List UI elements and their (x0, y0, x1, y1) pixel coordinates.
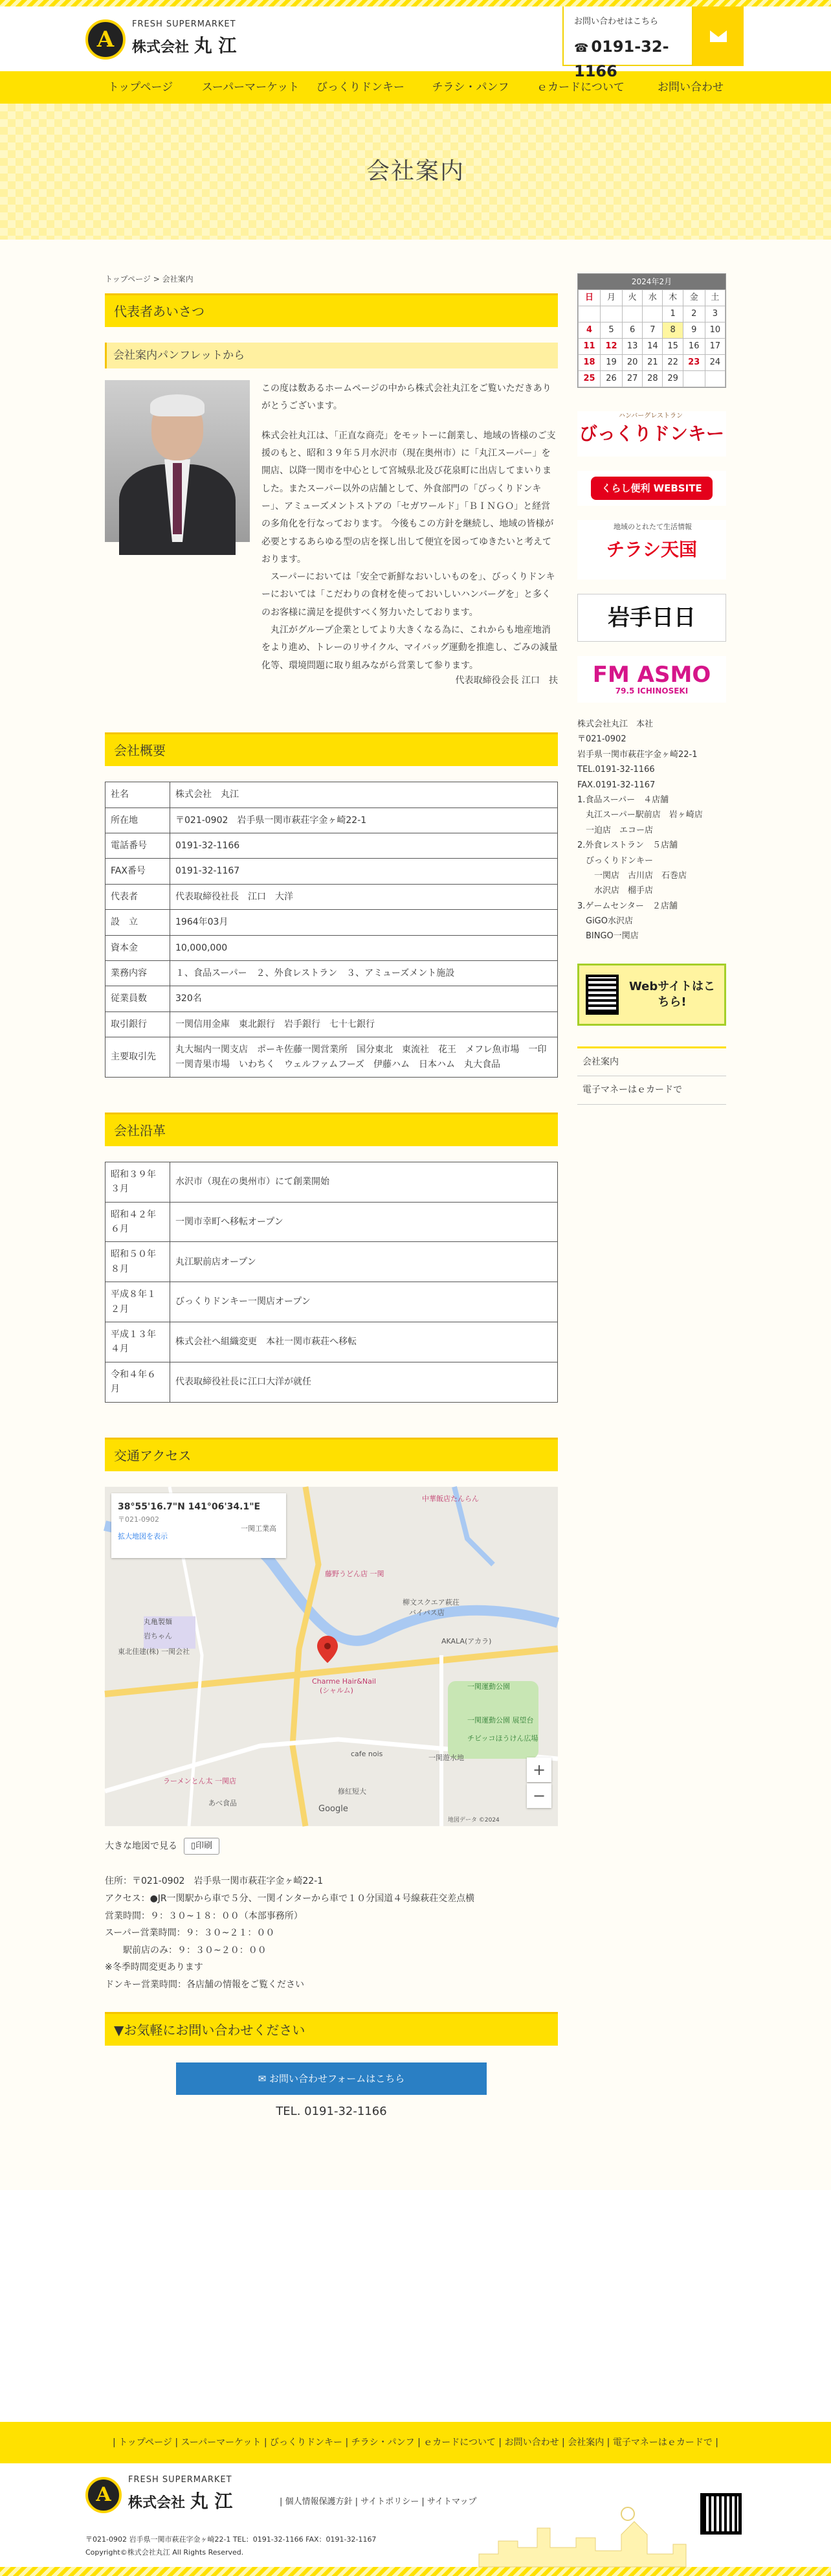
sidebar-link-company[interactable]: 会社案内 (577, 1048, 726, 1076)
table-row: 設 立 1964年03月 (105, 910, 558, 935)
map-label: cafe nois (351, 1749, 383, 1758)
table-row: 令和４年６月 代表取締役社長に江口大洋が就任 (105, 1362, 558, 1402)
table-row: FAX番号 0191-32-1167 (105, 859, 558, 884)
global-nav (0, 71, 831, 104)
table-row: 資本金 10,000,000 (105, 935, 558, 960)
map-label: 東北佳建(株) 一関会社 (118, 1647, 190, 1656)
map-label: 柳文スクエア萩荘 (403, 1598, 460, 1607)
calendar-caption: 2024年2月 (578, 274, 726, 289)
kurashi-banner[interactable]: くらし便利 WEBSITE (577, 471, 726, 506)
table-row: 昭和５０年８月 丸江駅前店オープン (105, 1242, 558, 1282)
hero-banner (0, 104, 831, 240)
greeting-subtitle: 会社案内パンフレットから (105, 343, 558, 368)
map-label: 一関遊水地 (428, 1753, 464, 1762)
table-row: 電話番号 0191-32-1166 (105, 833, 558, 859)
table-row: 従業員数 320名 (105, 986, 558, 1011)
access-title: 交通アクセス (105, 1438, 558, 1471)
greeting-block (105, 380, 558, 701)
fm-asmo-banner[interactable]: FM ASMO 79.5 ICHINOSEKI (577, 656, 726, 703)
contact-box[interactable] (562, 6, 693, 81)
logo-mark-icon: A (85, 19, 126, 60)
town-illustration (479, 2502, 686, 2567)
greeting-paragraph: 株式会社丸江は、「正直な商売」をモットーに創業し、地域の皆様のご支援のもと、昭和３９年５月水沢市（現在奥州市）に「丸江スーパー」を開店、以降一関市を中心として宮城県北及び花泉町に出店してまいりました。またスーパー以外の店舗として、外食部門の「びっくりドンキー」、アミューズメントストアの「セガワールド」「ＢＩＮＧＯ」と経営の多角化を行なっております。 今後もこの方針を継続し、地域の皆様が必要とするあらゆる型の店を探し出して便宜を図ってゆきたいと考えております。 (261, 430, 556, 565)
sidebar-company-info: 株式会社丸江 本社 〒021-0902 岩手県一関市萩荘字金ヶ崎22-1 TEL.0191-32-1166 FAX.0191-32-1167 1.食品スーパー ４店舗 丸江スーパー駅前店 岩ヶ崎店 一迫店 エコー店 2.外食レストラン ５店舗 びっくりドンキー 一関店 古川店 石巻店 水沢店 榴手店 3.ゲームセンター ２店舗 GiGO水沢店 BINGO一関店 (577, 719, 703, 942)
bottom-stripe (0, 2567, 831, 2576)
enlarge-map-link[interactable]: 大きな地図で見る (105, 1840, 177, 1851)
google-map[interactable] (105, 1487, 558, 1826)
table-row: 平成１３年４月 株式会社へ組織変更 本社一関市萩荘へ移転 (105, 1322, 558, 1362)
greeting-paragraph: この度は数あるホームページの中から株式会社丸江をご覧いただきありがとうございます。 (261, 383, 551, 412)
logo-prefix: 株式会社 (132, 39, 190, 56)
table-row: 主要取引先 丸大堀内一関支店 ポーキ佐藤一関営業所 国分東北 東流社 花王 メフレ魚市場 一印一関青果市場 いわちく ウェルファムフーズ 伊藤ハム 日本ハム 丸大食品 (105, 1037, 558, 1078)
business-calendar: 2024年2月 日 月 火 水 木 金 土 1 2 3 4 5 6 7 8 9 10 11 12 13 14 15 16 17 18 19 20 21 22 23 24 25 26 27 28 29 (577, 273, 726, 388)
overview-table (105, 782, 558, 1078)
site-header (0, 6, 831, 81)
copyright: Copyright©株式会社丸江 All Rights Reserved. (85, 2548, 244, 2557)
footer-address: 〒021-0902 岩手県一関市萩荘字金ヶ崎22-1 TEL：0191-32-1166 FAX：0191-32-1167 Copyright©株式会社丸江 All Rights Reserved. (85, 2533, 376, 2559)
phone-icon: ☎ (574, 41, 589, 55)
nav-contact[interactable]: お問い合わせ (658, 81, 724, 94)
greeting-title: 代表者あいさつ (105, 293, 558, 327)
mail-icon: ✉ (258, 2072, 270, 2085)
table-row: 取引銀行 一関信用金庫 東北銀行 岩手銀行 七十七銀行 (105, 1011, 558, 1037)
breadcrumb[interactable]: トップページ > 会社案内 (105, 275, 194, 284)
main-column (105, 273, 558, 2121)
logo-english: FRESH SUPERMARKET (132, 19, 236, 29)
web-site-banner[interactable]: Webサイトはこちら! (577, 964, 726, 1026)
iwate-nichinichi-banner[interactable]: 岩手日日 (577, 594, 726, 642)
map-label: 中華飯店たんらん (422, 1494, 479, 1503)
footer-policy-links[interactable]: | 個人情報保護方針 | サイトポリシー | サイトマップ (280, 2497, 477, 2507)
president-photo (105, 380, 250, 542)
map-label: 一関工業高 (241, 1524, 276, 1533)
map-label: ラーメンとん太 一関店 (163, 1776, 236, 1785)
footer-logo[interactable]: A FRESH SUPERMARKET 株式会社 丸 江 (85, 2474, 232, 2516)
google-logo: Google (318, 1803, 348, 1814)
sidebar-links (577, 1046, 726, 1105)
inquiry-tel: TEL. 0191-32-1166 (276, 2104, 387, 2118)
map-label: 一関運動公園 (467, 1682, 510, 1691)
access-info: 住所：〒021-0902 岩手県一関市萩荘字金ヶ崎22-1 アクセス：●JR一関駅から車で５分、一関インターから車で１０分国道４号線萩荘交差点横 営業時間：９：３０~１８：００（本部事務所） スーパー営業時間：９：３０~２１：００ 駅前店のみ：９：３０~２０：００ ※冬季時間変更あります ドンキー営業時間：各店舗の情報をご覧ください (105, 1876, 475, 1990)
mail-icon (710, 30, 727, 42)
map-label: あべ食品 (208, 1798, 237, 1807)
map-attribution: 地図データ ©2024 (448, 1816, 500, 1824)
sidebar-link-ecard[interactable]: 電子マネーはｅカードで (577, 1076, 726, 1104)
donkey-banner[interactable]: ハンバーグレストラン びっくりドンキー (577, 411, 726, 457)
zoom-out-button[interactable]: − (527, 1783, 551, 1808)
map-label: 藤野うどん店 一関 (325, 1569, 384, 1578)
footer-nav[interactable]: | トップページ | スーパーマーケット | びっくりドンキー | チラシ・パンフ | ｅカードについて | お問い合わせ | 会社案内 | 電子マネーはｅカードで | (0, 2422, 831, 2463)
map-coordinates: 38°55'16.7"N 141°06'34.1"E (118, 1501, 261, 1512)
table-row: 社名 株式会社 丸江 (105, 782, 558, 808)
greeting-text (261, 380, 558, 701)
qr-code-icon (586, 975, 619, 1015)
nav-ecard[interactable]: ｅカードについて (537, 81, 625, 94)
footer-qr-code-icon (700, 2493, 742, 2535)
footer-logo-mark-icon: A (85, 2477, 122, 2513)
nav-donkey[interactable]: びっくりドンキー (316, 81, 404, 94)
map-label: チビッコほうけん広場 (467, 1734, 538, 1743)
nav-supermarket[interactable]: スーパーマーケット (201, 81, 300, 94)
greeting-signature: 代表取締役会長 江口 扶 (455, 675, 558, 686)
overview-title: 会社概要 (105, 732, 558, 766)
map-label: 一関運動公園 展望台 (467, 1715, 534, 1724)
mail-button[interactable] (693, 6, 744, 66)
chiraru-banner[interactable]: 地域のとれたて生活情報 チラシ天国 (577, 520, 726, 580)
page-title: 会社案内 (366, 158, 465, 185)
site-footer (0, 2422, 831, 2576)
greeting-paragraph: 丸江がグループ企業としてより大きくなる為に、これからも地産地消をより進め、トレーのリサイクル、マイバッグ運動を推進し、ごみの減量化等、環境問題に取り組みながら営業して参ります。 (261, 625, 558, 671)
nav-top[interactable]: トップページ (107, 81, 173, 94)
map-label: バイパス店 (409, 1608, 445, 1617)
table-row: 平成８年１２月 びっくりドンキー一関店オープン (105, 1282, 558, 1322)
history-title: 会社沿革 (105, 1113, 558, 1146)
table-row: 所在地 〒021-0902 岩手県一関市萩荘字金ヶ崎22-1 (105, 808, 558, 833)
map-label: 修紅短大 (338, 1787, 366, 1796)
map-label: AKALA(アカラ) (441, 1636, 492, 1645)
contact-form-button[interactable]: ✉ お問い合わせフォームはこちら (176, 2062, 487, 2095)
map-enlarge-link[interactable]: 拡大地図を表示 (118, 1531, 168, 1541)
logo-name: 丸 江 (194, 34, 237, 56)
table-row: 昭和３９年３月 水沢市（現在の奥州市）にて創業開始 (105, 1162, 558, 1202)
history-table (105, 1162, 558, 1403)
sidebar (577, 273, 726, 1105)
print-icon: ▯ (191, 1840, 196, 1851)
inquiry-title: ▼お気軽にお問い合わせください (105, 2012, 558, 2046)
table-row: 代表者 代表取締役社長 江口 大洋 (105, 884, 558, 909)
map-address: 〒021-0902 (118, 1515, 159, 1524)
zoom-in-button[interactable]: + (527, 1757, 551, 1782)
table-row: 昭和４２年６月 一関市幸町へ移転オープン (105, 1202, 558, 1242)
map-label: 丸亀製麺 (144, 1617, 172, 1626)
greeting-paragraph: スーパーにおいては「安全で新鮮なおいしいものを」、びっくりドンキーにおいては「こだわりの食材を使っておいしいハンバーグを」と多くのお客様に満足を提供すべく努力いたしております。 (261, 572, 555, 618)
site-logo[interactable] (85, 18, 236, 61)
top-stripe (0, 0, 831, 6)
print-button[interactable]: ▯印刷 (184, 1838, 219, 1855)
header-phone: 0191-32-1166 (574, 37, 669, 81)
table-row: 業務内容 １、食品スーパー ２、外食レストラン ３、アミューズメント施設 (105, 960, 558, 986)
map-label: 岩ちゃん (144, 1631, 172, 1640)
nav-flyer[interactable]: チラシ・パンフ (432, 81, 509, 94)
map-label: (シャルム) (320, 1686, 353, 1695)
content-area (0, 240, 831, 2557)
contact-label: お問い合わせはこちら (574, 17, 659, 27)
map-label: Charme Hair&Nail (312, 1677, 376, 1686)
